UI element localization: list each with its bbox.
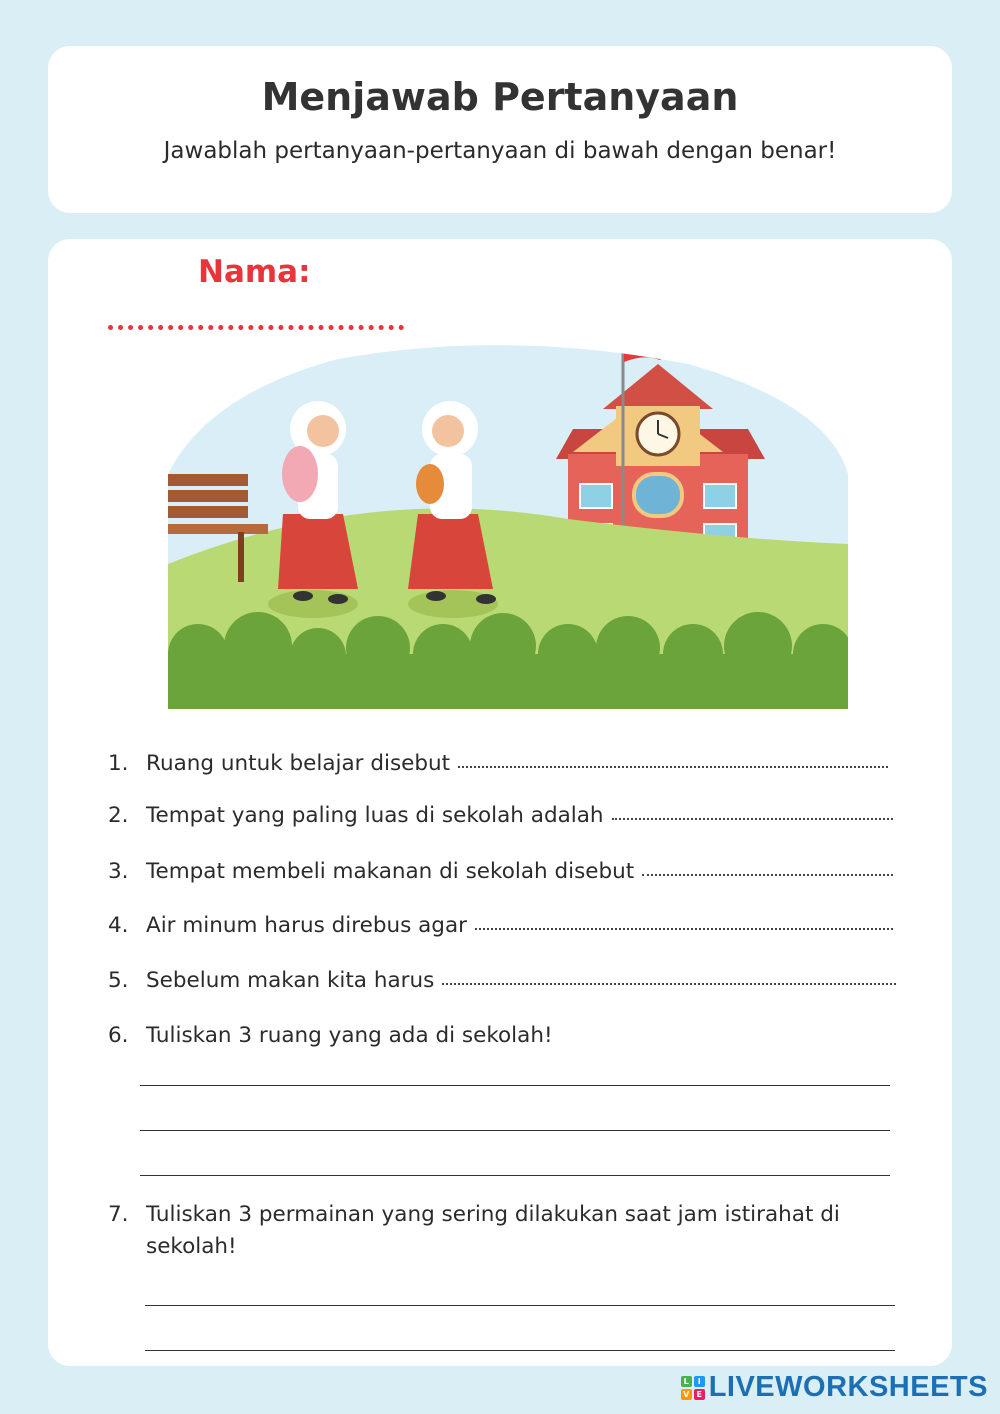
header-card bbox=[48, 46, 952, 213]
question-text: Ruang untuk belajar disebut bbox=[146, 751, 451, 776]
question-6 bbox=[108, 1023, 893, 1048]
answer-line[interactable] bbox=[140, 1175, 890, 1176]
question-text: Air minum harus direbus agar bbox=[146, 913, 467, 938]
question-text: Sebelum makan kita harus bbox=[146, 968, 435, 993]
question-text: Tuliskan 3 permainan yang sering dilakukan saat jam istirahat di sekolah! bbox=[146, 1202, 840, 1259]
name-input-line[interactable] bbox=[108, 324, 404, 330]
liveworksheets-logo bbox=[681, 1371, 988, 1404]
answer-field[interactable] bbox=[458, 754, 888, 768]
bushes-icon bbox=[168, 612, 848, 709]
logo-icon: L I V E bbox=[681, 1376, 705, 1400]
answer-field[interactable] bbox=[442, 971, 896, 985]
answer-line[interactable] bbox=[140, 1130, 890, 1131]
school-scene-illustration bbox=[168, 334, 848, 709]
answer-line[interactable] bbox=[145, 1350, 895, 1351]
question-number: 5. bbox=[108, 968, 129, 993]
answer-line[interactable] bbox=[140, 1085, 890, 1086]
question-4 bbox=[108, 913, 893, 938]
worksheet-card bbox=[48, 239, 952, 1366]
page-title: Menjawab Pertanyaan bbox=[261, 75, 739, 119]
question-text: Tuliskan 3 ruang yang ada di sekolah! bbox=[146, 1023, 553, 1048]
instructions: Jawablah pertanyaan-pertanyaan di bawah dengan benar! bbox=[163, 138, 837, 164]
question-number: 7. bbox=[108, 1202, 129, 1227]
question-2 bbox=[108, 803, 893, 828]
answer-field[interactable] bbox=[612, 806, 893, 820]
question-5 bbox=[108, 968, 896, 993]
question-number: 4. bbox=[108, 913, 129, 938]
name-label: Nama: bbox=[198, 254, 311, 290]
answer-field[interactable] bbox=[642, 862, 893, 876]
question-text: Tempat yang paling luas di sekolah adalah bbox=[146, 803, 604, 828]
question-number: 6. bbox=[108, 1023, 129, 1048]
question-7 bbox=[108, 1199, 908, 1263]
question-3 bbox=[108, 859, 893, 884]
answer-field[interactable] bbox=[475, 916, 893, 930]
question-1 bbox=[108, 751, 888, 776]
brand-name: LIVEWORKSHEETS bbox=[708, 1371, 988, 1403]
question-number: 3. bbox=[108, 859, 129, 884]
question-number: 2. bbox=[108, 803, 129, 828]
question-number: 1. bbox=[108, 751, 129, 776]
answer-line[interactable] bbox=[145, 1305, 895, 1306]
question-text: Tempat membeli makanan di sekolah disebut bbox=[146, 859, 635, 884]
